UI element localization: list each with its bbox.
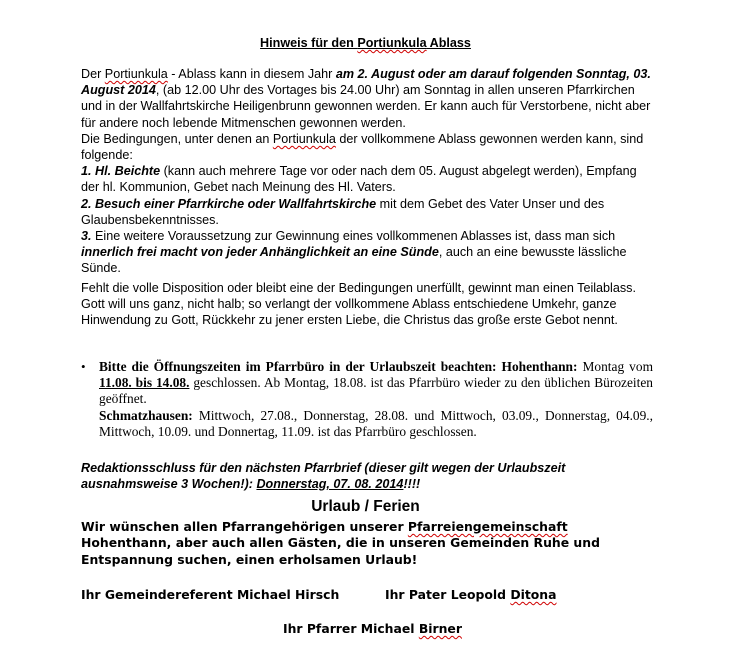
condition-1-text: (kann auch mehrere Tage vor oder nach dem 05. August abgelegt werden), Empfang der hl. Kommunion, Gebet nach Meinung des Hl. Vaters.	[81, 164, 637, 195]
pfarrer-surname: Birner	[418, 621, 462, 636]
deadline-date: Donnerstag, 07. 08. 2014	[256, 477, 404, 492]
intro-part-3: - Ablass kann in diesem Jahr	[167, 67, 336, 81]
conditions-text	[81, 131, 653, 163]
deadline-text: Redaktionsschluss für den nächsten Pfarrbrief (dieser gilt wegen der Urlaubszeit ausnahmsweise 3 Wochen!):	[81, 461, 566, 492]
condition-3-end: , auch an eine bewusste lässliche Sünde.	[81, 245, 627, 276]
intro-part-5: , (ab 12.00 Uhr des Vortages bis 24.00 Uhr) am Sonntag in allen unseren Pfarrkirchen und in der Wallfahrtskirche Heiligenbrunn gewonnen werden. Er kann auch für Verstorbene, nicht aber für andere noch lebende Mitmenschen gewonnen werden.	[81, 83, 651, 130]
wish-spellcheck-word: Pfarreiengemeinschaft	[407, 519, 568, 534]
office-hours-lead: Bitte die Öffnungszeiten im Pfarrbüro in der Urlaubszeit beachten: Hohenthann:	[99, 359, 578, 374]
pater-surname: Ditona	[510, 587, 557, 602]
conditions-part-1: Die Bedingungen, unter denen an	[81, 131, 273, 146]
condition-item-2	[81, 196, 653, 228]
pfarrer-name: Ihr Pfarrer Michael	[283, 621, 419, 636]
bullet-dot: •	[81, 359, 86, 374]
intro-part-1: Der	[81, 67, 105, 81]
signature-referent: Ihr Gemeindereferent Michael Hirsch	[81, 587, 340, 602]
conditions-spellcheck-word: Portiunkula	[272, 131, 336, 146]
signature-pater	[385, 587, 557, 602]
pater-name: Ihr Pater Leopold	[385, 587, 511, 602]
teilablass-paragraph: Fehlt die volle Disposition oder bleibt eine der Bedingungen unerfüllt, gewinnt man einen Teilablass. Gott will uns ganz, nicht halb; so verlangt der vollkommene Ablass entschiedene Umkehr, ganze Hinwendung zu Gott, Rückkehr zu jener ersten Liebe, die Christus das große erste Gebot nennt.	[81, 281, 636, 328]
intro-spellcheck-word: Portiunkula	[104, 67, 168, 81]
condition-3-text: Eine weitere Voraussetzung zur Gewinnung eines vollkommenen Ablasses ist, dass man sich	[91, 229, 616, 244]
schmatzhausen-dates: Mittwoch, 27.08., Donnerstag, 28.08. und Mittwoch, 03.09., Donnerstag, 04.09., Mittwoch, 10.09. und Donnertag, 11.09. ist das Pfarrbüro geschlossen.	[99, 407, 653, 439]
editorial-deadline	[81, 460, 653, 492]
title-text-end: Ablass	[426, 36, 471, 50]
holiday-heading: Urlaub / Ferien	[311, 498, 420, 515]
office-hours-bullet	[81, 359, 653, 440]
condition-1-heading: 1. Hl. Beichte	[81, 164, 161, 179]
signature-pfarrer	[283, 621, 462, 636]
intro-date-emphasis: am 2. August oder am darauf folgenden Sonntag, 03. August 2014	[81, 67, 651, 98]
ablass-paragraph	[81, 66, 653, 277]
wish-part-3: Hohenthann, aber auch allen Gästen, die in unseren Gemeinden Ruhe und Entspannung suchen, einen erholsamen Urlaub!	[81, 535, 600, 567]
condition-3-number: 3.	[81, 229, 92, 244]
document-title	[80, 35, 651, 51]
office-hours-text	[99, 359, 653, 440]
office-hours-closed-dates: 11.08. bis 14.08.	[99, 375, 190, 391]
condition-3-emphasis: innerlich frei macht von jeder Anhänglichkeit an eine Sünde	[81, 245, 439, 260]
intro-text	[81, 66, 653, 131]
office-hours-part-4: geschlossen. Ab Montag, 18.08. ist das Pfarrbüro wieder zu den üblichen Bürozeiten geöffnet.	[99, 375, 653, 407]
holiday-wish	[81, 519, 653, 568]
condition-2-heading: 2. Besuch einer Pfarrkirche oder Wallfahrtskirche	[81, 196, 377, 211]
condition-item-3	[81, 228, 653, 277]
title-text-start: Hinweis für den	[260, 36, 358, 50]
office-hours-part-2: Montag vom	[577, 359, 653, 374]
schmatzhausen-label: Schmatzhausen:	[99, 407, 193, 423]
condition-item-1	[81, 163, 653, 195]
deadline-exclamation: !!!!	[403, 477, 421, 492]
wish-part-1: Wir wünschen allen Pfarrangehörigen unserer	[81, 519, 408, 534]
title-spellcheck-word: Portiunkula	[357, 36, 427, 50]
conditions-part-3: der vollkommene Ablass gewonnen werden kann, sind folgende:	[81, 131, 644, 163]
condition-2-text: mit dem Gebet des Vater Unser und des Glaubensbekenntnisses.	[81, 196, 605, 227]
